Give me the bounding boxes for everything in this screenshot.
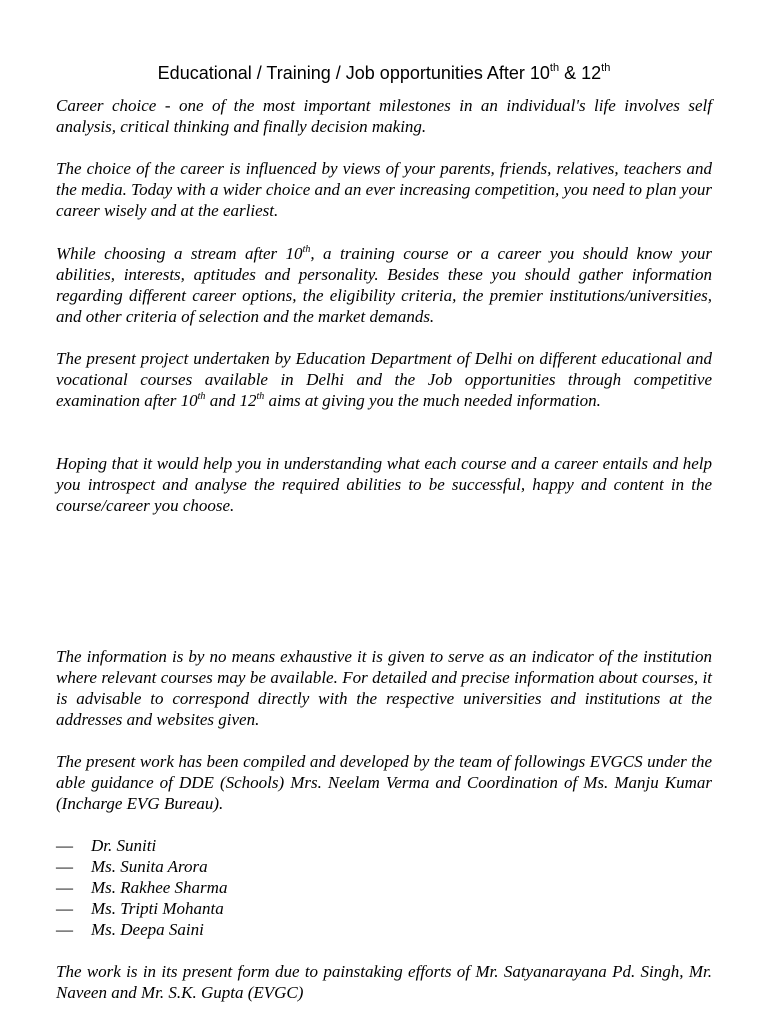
p3-superscript: th [302, 244, 311, 255]
paragraph-choosing-stream [56, 243, 712, 327]
p4-text-a: The present project undertaken by Education Department of Delhi on different educational and vocational courses available in Delhi and the Job opportunities through competitive examination after 10 [56, 349, 712, 410]
title-text: Educational / Training / Job opportunities After 10 [157, 63, 550, 84]
dash-bullet: — [56, 857, 73, 876]
paragraph-hoping: Hoping that it would help you in understanding what each course and a career entails and help you introspect and analyse the required abilities to be successful, happy and content in the course/career you choose. [56, 454, 712, 515]
paragraph-acknowledgement: The work is in its present form due to painstaking efforts of Mr. Satyanarayana Pd. Singh, Mr. Naveen and Mr. S.K. Gupta (EVGC) [56, 962, 712, 1002]
dash-bullet: — [56, 878, 73, 897]
paragraph-compiled-by: The present work has been compiled and developed by the team of followings EVGCS under the able guidance of DDE (Schools) Mrs. Neelam Verma and Coordination of Ms. Manju Kumar (Incharge EVG Bureau). [56, 752, 712, 813]
p3-text-b: , a training course or a career you should know your abilities, interests, aptitudes and personality. Besides these you should gather information regarding different career options, the eligibility criteria, the premier institutions/universities, and other criteria of selection and the market demands. [56, 244, 713, 326]
team-member-name: Ms. Tripti Mohanta [91, 899, 224, 918]
list-item [56, 877, 712, 898]
list-item [56, 835, 712, 856]
paragraph-present-project [56, 348, 712, 411]
team-member-name: Ms. Deepa Saini [91, 920, 204, 939]
p4-superscript-1: th [197, 391, 206, 402]
title-superscript-1: th [549, 62, 560, 75]
title-text-2: & 12 [559, 63, 602, 84]
p4-text-b: and 12 [205, 391, 257, 410]
dash-bullet: — [56, 899, 73, 918]
dash-bullet: — [56, 836, 73, 855]
title-superscript-2: th [601, 62, 611, 75]
dash-bullet: — [56, 920, 73, 939]
paragraph-career-choice: Career choice - one of the most important milestones in an individual's life involves self analysis, critical thinking and finally decision making. [56, 96, 712, 136]
p4-text-c: aims at giving you the much needed information. [264, 391, 601, 410]
page-title [0, 60, 768, 86]
team-member-name: Ms. Sunita Arora [91, 857, 208, 876]
list-item [56, 919, 712, 940]
list-item [56, 856, 712, 877]
paragraph-disclaimer: The information is by no means exhaustive it is given to serve as an indicator of the institution where relevant courses may be available. For detailed and precise information about courses, it is advisable to correspond directly with the respective universities and institutions at the addresses and websites given. [56, 647, 712, 729]
p3-text-a: While choosing a stream after 10 [56, 244, 303, 263]
team-member-name: Dr. Suniti [91, 836, 157, 855]
p4-superscript-2: th [256, 391, 265, 402]
paragraph-influences: The choice of the career is influenced by views of your parents, friends, relatives, teachers and the media. Today with a wider choice and an ever increasing competition, you need to plan your career wisely and at the earliest. [56, 159, 712, 220]
list-item [56, 898, 712, 919]
team-member-name: Ms. Rakhee Sharma [91, 878, 228, 897]
team-list [56, 835, 712, 940]
